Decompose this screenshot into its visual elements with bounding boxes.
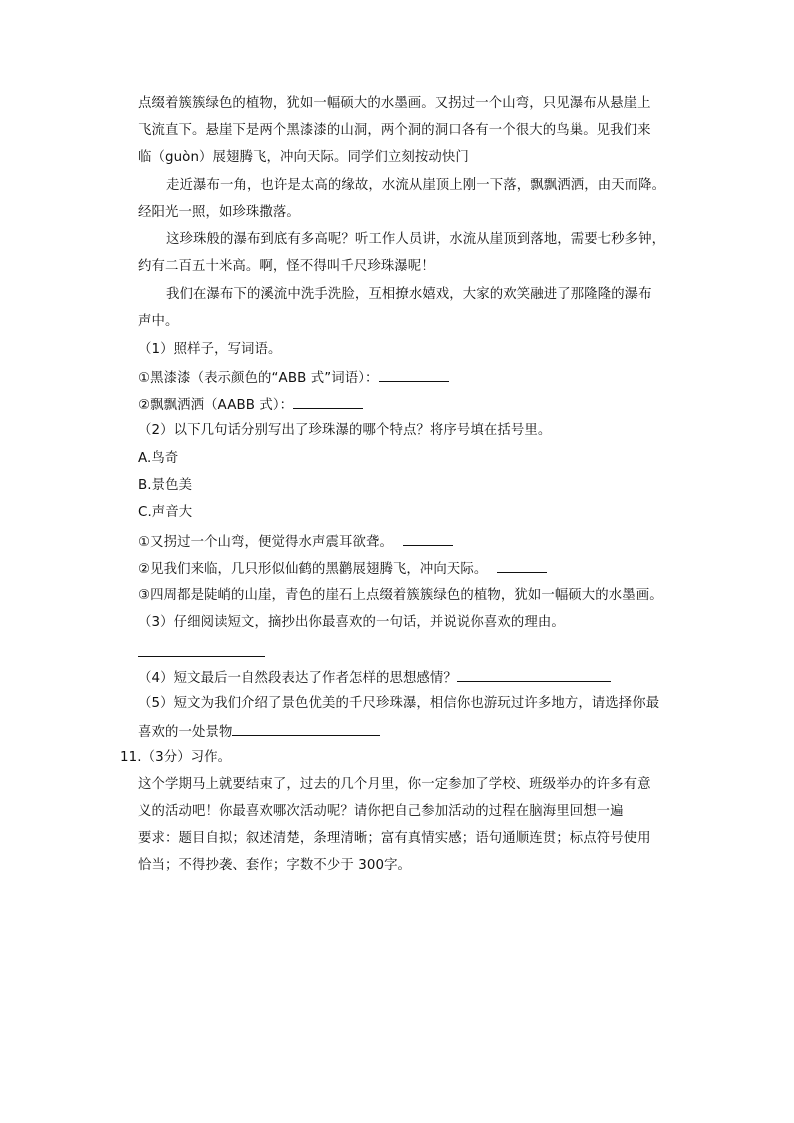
answer-blank[interactable] (403, 531, 453, 546)
passage-line: 声中。 (138, 314, 179, 329)
passage-line: 经阳光一照，如珍珠撒落。 (138, 205, 300, 220)
question-5-line-2 (138, 721, 678, 743)
answer-blank[interactable] (232, 721, 380, 736)
question-1-prompt: （1）照样子，写词语。 (138, 342, 282, 357)
sentence-1 (138, 531, 678, 553)
sentence-3: ③四周都是陡峭的山崖，青色的崖石上点缀着簇簇绿色的植物，犹如一幅硕大的水墨画。 (138, 588, 663, 603)
question-5-line-1: （5）短文为我们介绍了景色优美的千尺珍珠瀑，相信你也游玩过许多地方，请选择你最 (138, 696, 660, 711)
option-a: A.鸟奇 (138, 451, 179, 466)
question-4 (138, 667, 678, 689)
sentence-text: ②见我们来临，几只形似仙鹤的黑鹳展翅腾飞，冲向天际。 (138, 562, 488, 577)
answer-blank[interactable] (293, 394, 363, 409)
passage-line: 这珍珠般的瀑布到底有多高呢？听工作人员讲，水流从崖顶到落地，需要七秒多钟， (166, 232, 666, 247)
passage-line: 点缀着簇簇绿色的植物，犹如一幅硕大的水墨画。又拐过一个山弯，只见瀑布从悬崖上 (138, 96, 651, 111)
passage-line: 我们在瀑布下的溪流中洗手洗脸，互相撩水嬉戏，大家的欢笑融进了那隆隆的瀑布 (166, 287, 652, 302)
question-4-prompt: （4）短文最后一自然段表达了作者怎样的思想感情？ (138, 671, 457, 686)
passage-line: 飞流直下。悬崖下是两个黑漆漆的山洞，两个洞的洞口各有一个很大的鸟巢。见我们来 (138, 123, 651, 138)
question-11-heading: 11.（3分）习作。 (120, 750, 232, 765)
essay-prompt-line: 这个学期马上就要结束了，过去的几个月里，你一定参加了学校、班级举办的许多有意 (138, 777, 651, 792)
sentence-2 (138, 558, 678, 580)
answer-blank[interactable] (457, 667, 611, 682)
option-b: B.景色美 (138, 478, 193, 493)
question-1-item-1 (138, 367, 678, 389)
question-1-item-2 (138, 394, 678, 416)
sentence-text: ①又拐过一个山弯，便觉得水声震耳欲聋。 (138, 535, 393, 550)
essay-prompt-line: 义的活动吧！你最喜欢哪次活动呢？请你把自己参加活动的过程在脑海里回想一遍 (138, 804, 624, 819)
passage-line: 走近瀑布一角，也许是太高的缘故，水流从崖顶上刚一下落，飘飘洒洒，由天而降。 (166, 178, 666, 193)
item-text: ②飘飘洒洒（AABB 式）： (138, 398, 294, 413)
question-5-text: 喜欢的一处景物 (138, 725, 233, 740)
essay-requirements-line: 要求：题目自拟；叙述清楚，条理清晰；富有真情实感；语句通顺连贯；标点符号使用 (138, 831, 651, 846)
question-3-prompt: （3）仔细阅读短文，摘抄出你最喜欢的一句话，并说说你喜欢的理由。 (138, 615, 565, 630)
item-text: ①黑漆漆（表示颜色的“ABB 式”词语）： (138, 371, 379, 386)
passage-line: 约有二百五十米高。啊，怪不得叫千尺珍珠瀑呢！ (138, 259, 435, 274)
option-c: C.声音大 (138, 505, 193, 520)
essay-requirements-line: 恰当；不得抄袭、套作；字数不少于 300字。 (138, 858, 412, 873)
passage-line: 临（guòn）展翅腾飞，冲向天际。同学们立刻按动快门 (138, 150, 469, 165)
answer-line[interactable] (138, 656, 265, 657)
answer-blank[interactable] (379, 367, 449, 382)
answer-blank[interactable] (497, 558, 547, 573)
question-2-prompt: （2）以下几句话分别写出了珍珠瀑的哪个特点？将序号填在括号里。 (138, 423, 552, 438)
